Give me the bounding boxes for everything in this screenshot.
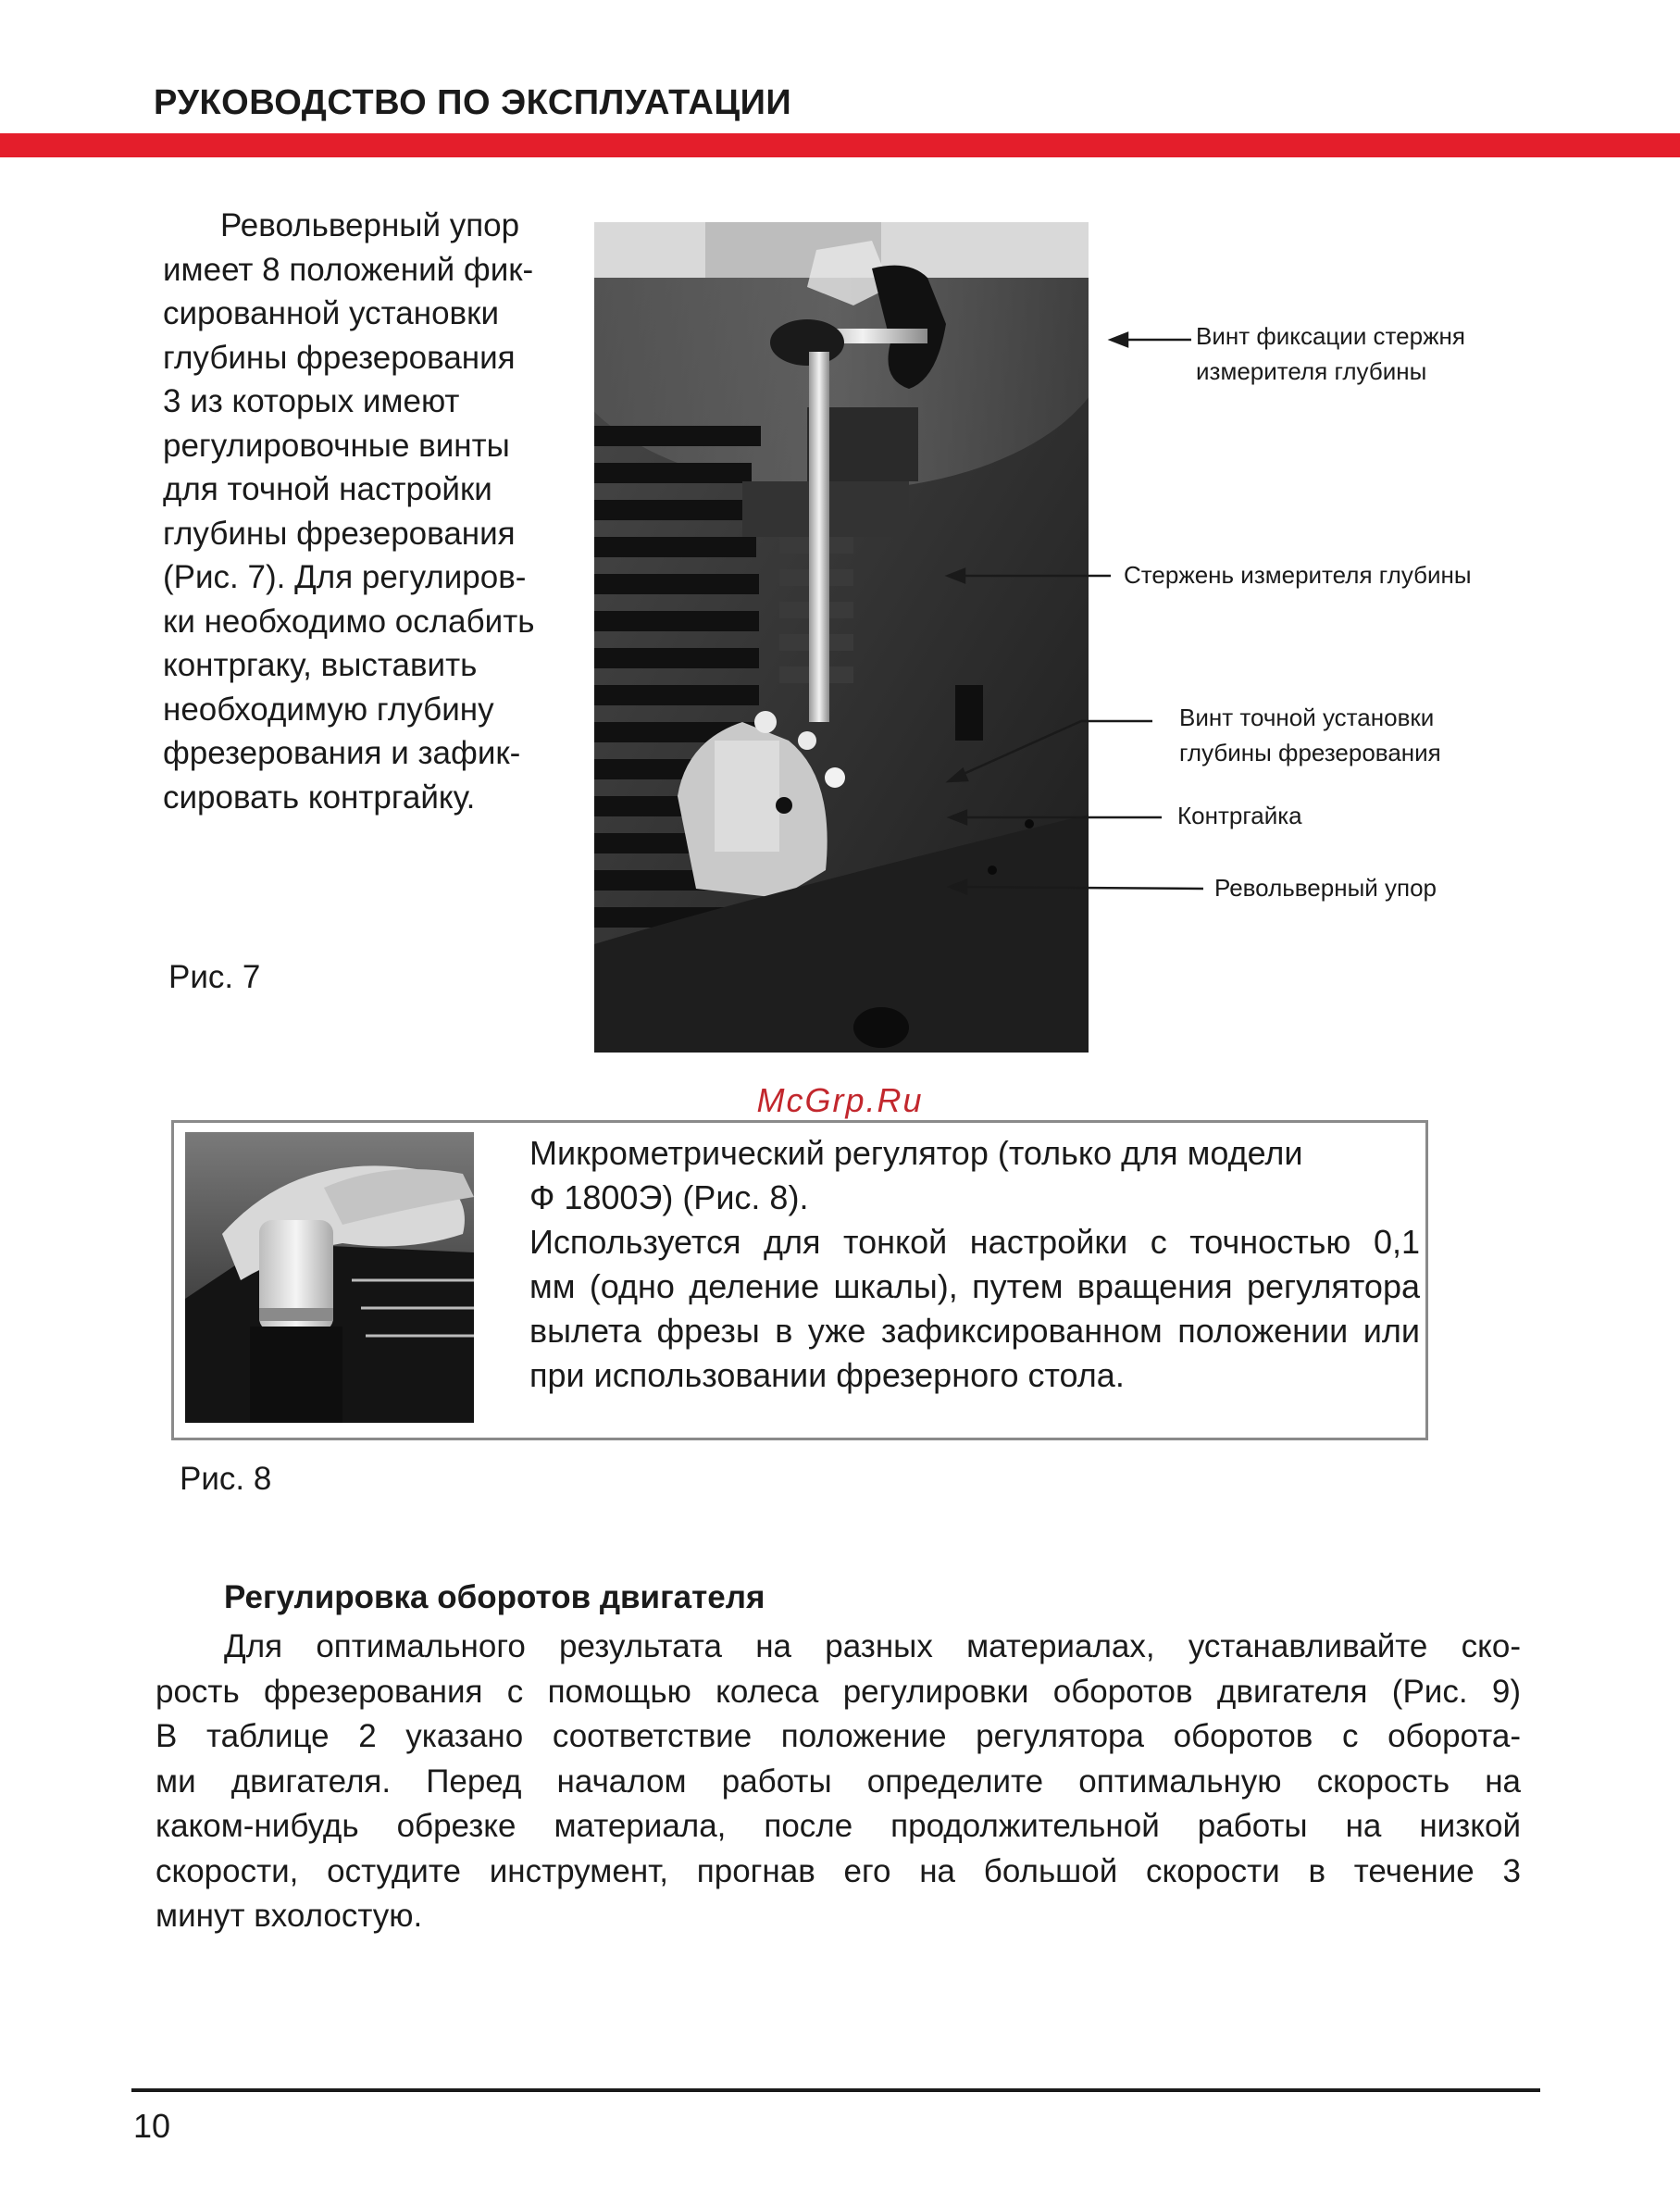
text-line: ки необходимо ослабить (163, 603, 535, 640)
callout-line: Винт точной установки (1179, 704, 1435, 731)
text-line: фрезерования и зафик- (163, 735, 521, 771)
micrometer-description (529, 1131, 1478, 1398)
text-line: контргаку, выставить (163, 647, 478, 683)
text-line: Используется для тонкой настройки с точностью 0,1 (529, 1223, 1420, 1261)
text-line: глубины фрезерования (163, 515, 516, 552)
text-line: В таблице 2 указано соответствие положение регулятора оборотов с оборота- (156, 1718, 1521, 1754)
text-line: для точной настройки (163, 471, 492, 507)
callout-locknut: Контргайка (1177, 802, 1302, 829)
callout-line: глубины фрезерования (1179, 739, 1441, 766)
text-line: Ф 1800Э) (Рис. 8). (529, 1178, 809, 1216)
callout-fine-adjust-screw (1179, 700, 1441, 770)
router-depth-stop-photo (594, 222, 1089, 1053)
callout-depth-rod-screw (1196, 318, 1465, 389)
watermark: McGrp.Ru (756, 1081, 924, 1119)
header-accent-bar (0, 133, 1680, 157)
text-line: каком-нибудь обрезке материала, после продолжительной работы на низкой (156, 1808, 1521, 1844)
text-line: 3 из которых имеют (163, 383, 460, 419)
callout-turret-stop: Револьверный упор (1214, 874, 1437, 902)
turret-stop-description (163, 204, 589, 819)
callout-line: Винт фиксации стержня (1196, 322, 1465, 350)
text-line: глубины фрезерования (163, 339, 516, 376)
text-line: сированной установки (163, 295, 500, 331)
text-line: имеет 8 положений фик- (163, 251, 534, 288)
text-line: Револьверный упор (220, 207, 520, 243)
callout-depth-rod: Стержень измерителя глубины (1124, 561, 1472, 589)
text-line: скорости, остудите инструмент, прогнав его на большой скорости в течение 3 (156, 1852, 1521, 1889)
router-depth-stop-illustration (594, 222, 1089, 1053)
figure-7-label: Рис. 7 (168, 959, 261, 995)
motor-speed-paragraph (156, 1625, 1521, 1939)
text-line: Микрометрический регулятор (только для модели (529, 1134, 1303, 1172)
text-line: мм (одно деление шкалы), путем вращения регулятора (529, 1267, 1420, 1305)
depth-rod-screw-arrowhead (1111, 333, 1127, 346)
text-line: ми двигателя. Перед началом работы определите оптимальную скорость на (156, 1763, 1521, 1800)
footer-rule (131, 2088, 1540, 2092)
text-line: необходимую глубину (163, 691, 494, 728)
page-header-title: РУКОВОДСТВО ПО ЭКСПЛУАТАЦИИ (154, 83, 792, 122)
text-line: регулировочные винты (163, 427, 510, 464)
text-line: (Рис. 7). Для регулиров- (163, 559, 527, 595)
text-line: вылета фрезы в уже зафиксированном положении или (529, 1312, 1420, 1350)
page-number: 10 (133, 2107, 171, 2145)
micrometer-adjuster-photo (185, 1132, 474, 1423)
micrometer-adjuster-illustration (185, 1132, 474, 1423)
text-line: при использовании фрезерного стола. (529, 1356, 1125, 1394)
section-title: Регулировка оборотов двигателя (224, 1579, 765, 1615)
callout-line: измерителя глубины (1196, 357, 1427, 385)
text-line: рость фрезерования с помощью колеса регулировки оборотов двигателя (Рис. 9) (156, 1673, 1521, 1710)
text-line: сировать контргайку. (163, 779, 476, 816)
figure-8-label: Рис. 8 (180, 1461, 272, 1497)
text-line: минут вхолостую. (156, 1898, 423, 1934)
text-line: Для оптимального результата на разных материалах, устанавливайте ско- (224, 1628, 1521, 1664)
